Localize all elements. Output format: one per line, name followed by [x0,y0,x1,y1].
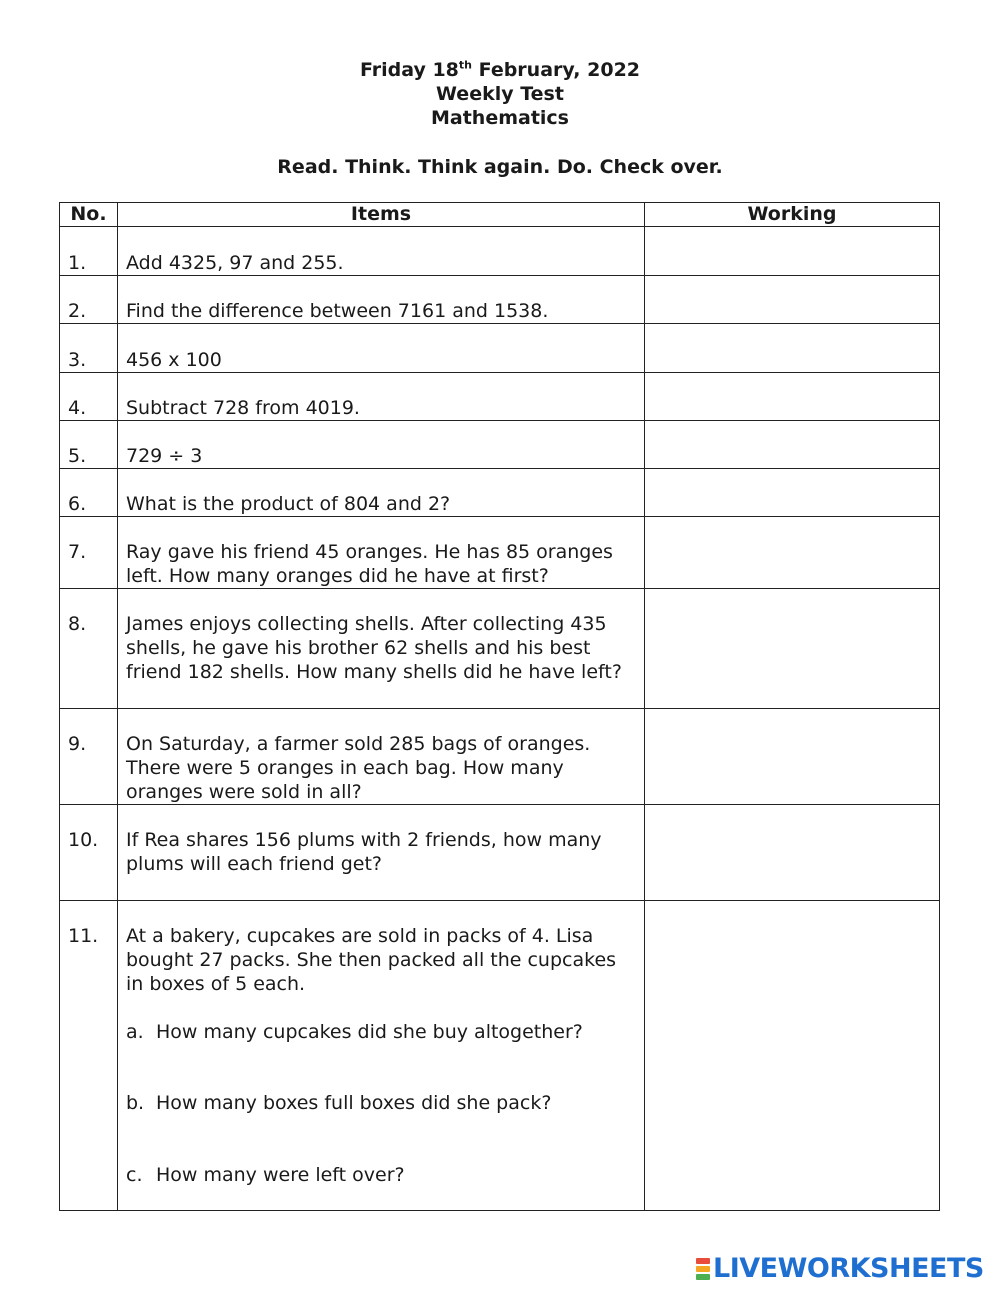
table-row [60,709,940,805]
row-number: 5. [60,421,118,469]
table-header-row [60,203,940,227]
row-number: 7. [60,517,118,589]
row-question: If Rea shares 156 plums with 2 friends, how many plums will each friend get? [118,805,645,901]
sub-question-a: a. How many cupcakes did she buy altogether? [126,1021,583,1043]
row-number: 3. [60,324,118,373]
working-cell[interactable] [645,517,940,589]
row-number: 4. [60,373,118,421]
row-question: Add 4325, 97 and 255. [118,227,645,276]
test-title: Weekly Test [436,83,564,105]
table-row [60,373,940,421]
date-line: Friday 18th February, 2022 [359,58,641,81]
table-row [60,227,940,276]
sub-question-b: b. How many boxes full boxes did she pack? [126,1092,552,1114]
row-number: 11. [60,901,118,1211]
row-number: 2. [60,276,118,324]
table-row [60,589,940,709]
table-row [60,276,940,324]
motto: Read. Think. Think again. Do. Check over. [277,156,723,178]
header-no: No. [60,203,118,227]
row-question: 456 x 100 [118,324,645,373]
working-cell[interactable] [645,469,940,517]
working-cell[interactable] [645,805,940,901]
row-question: James enjoys collecting shells. After collecting 435 shells, he gave his brother 62 shells and his best friend 182 shells. How many shells did he have left? [118,589,645,709]
subject-title: Mathematics [430,107,569,129]
table-row [60,517,940,589]
row-question: Ray gave his friend 45 oranges. He has 85 oranges left. How many oranges did he have at first? [118,517,645,589]
working-cell[interactable] [645,373,940,421]
logo-wordmark: LIVEWORKSHEETS [713,1253,984,1284]
row-question: On Saturday, a farmer sold 285 bags of oranges. There were 5 oranges in each bag. How many oranges were sold in all? [118,709,645,805]
table-row [60,805,940,901]
table-row [60,324,940,373]
test-table [59,202,940,1211]
working-cell[interactable] [645,709,940,805]
logo-mark-icon [696,1258,710,1280]
working-cell[interactable] [645,324,940,373]
row-number: 9. [60,709,118,805]
row-number: 1. [60,227,118,276]
table-row [60,421,940,469]
question-text: At a bakery, cupcakes are sold in packs of 4. Lisa bought 27 packs. She then packed all the cupcakes in boxes of 5 each. [126,925,617,995]
row-number: 8. [60,589,118,709]
row-question: Subtract 728 from 4019. [118,373,645,421]
liveworksheets-logo [696,1254,984,1284]
row-question: Find the difference between 7161 and 1538. [118,276,645,324]
header-items: Items [118,203,645,227]
header-working: Working [645,203,940,227]
table-row [60,901,940,1211]
document-header [0,58,1000,130]
working-cell[interactable] [645,276,940,324]
row-question: What is the product of 804 and 2? [118,469,645,517]
table-row [60,469,940,517]
row-number: 6. [60,469,118,517]
row-question [118,901,645,1211]
row-number: 10. [60,805,118,901]
row-question: 729 ÷ 3 [118,421,645,469]
working-cell[interactable] [645,901,940,1211]
working-cell[interactable] [645,227,940,276]
sub-question-c: c. How many were left over? [126,1164,405,1186]
working-cell[interactable] [645,421,940,469]
working-cell[interactable] [645,589,940,709]
